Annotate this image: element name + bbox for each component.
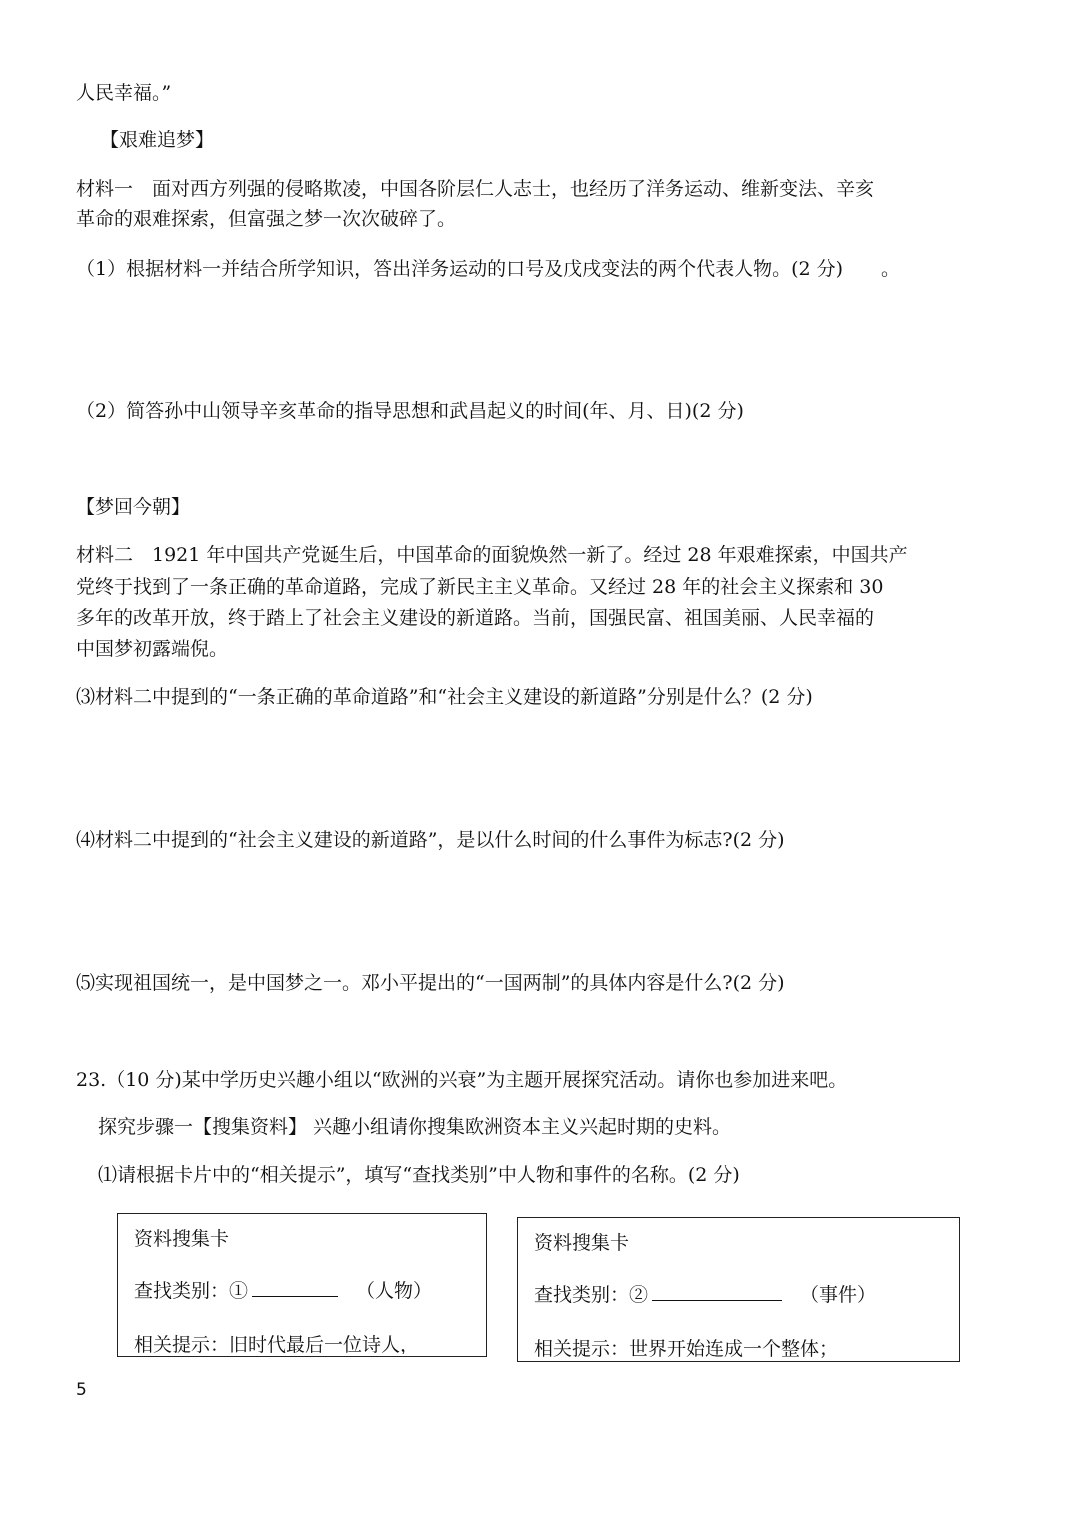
section-heading-struggle: 【艰难追梦】 xyxy=(100,129,215,151)
question-1: （1）根据材料一并结合所学知识，答出洋务运动的口号及戊戌变法的两个代表人物。(2 分) 。 xyxy=(76,258,901,280)
question-23: 23.（10 分)某中学历史兴趣小组以“欧洲的兴衰”为主题开展探究活动。请你也参加进来吧。 xyxy=(76,1069,848,1091)
question-2: （2）简答孙中山领导辛亥革命的指导思想和武昌起义的时间(年、月、日)(2 分) xyxy=(76,400,744,422)
card-title: 资料搜集卡 xyxy=(534,1232,630,1254)
material-two-line-2: 党终于找到了一条正确的革命道路，完成了新民主主义革命。又经过 28 年的社会主义探索和 30 xyxy=(76,576,884,598)
card-category-type: （事件） xyxy=(800,1284,877,1306)
material-two-line-3: 多年的改革开放，终于踏上了社会主义建设的新道路。当前，国强民富、祖国美丽、人民幸福的 xyxy=(76,607,875,629)
question-5: ⑸实现祖国统一，是中国梦之一。邓小平提出的“一国两制”的具体内容是什么?(2 分) xyxy=(76,972,785,994)
card-hint-clip xyxy=(118,1328,486,1354)
question-4: ⑷材料二中提到的“社会主义建设的新道路”，是以什么时间的什么事件为标志?(2 分) xyxy=(76,829,785,851)
fill-blank-1[interactable] xyxy=(252,1278,338,1297)
card-category-label: 查找类别：① xyxy=(134,1280,249,1302)
card-category-label: 查找类别：② xyxy=(534,1284,649,1306)
material-one-line-2: 革命的艰难探索，但富强之梦一次次破碎了。 xyxy=(76,208,457,230)
fill-blank-2[interactable] xyxy=(652,1282,782,1301)
question-23-1: ⑴请根据卡片中的“相关提示”，填写“查找类别”中人物和事件的名称。(2 分) xyxy=(98,1164,740,1186)
page-number: 5 xyxy=(76,1380,87,1400)
info-card-person xyxy=(117,1213,487,1357)
card-hint: 相关提示：世界开始连成一个整体； xyxy=(534,1338,839,1359)
inquiry-step-1: 探究步骤一【搜集资料】 兴趣小组请你搜集欧洲资本主义兴起时期的史料。 xyxy=(98,1116,732,1138)
material-two-line-4: 中国梦初露端倪。 xyxy=(76,638,229,660)
card-category-row xyxy=(134,1278,432,1304)
card-category-row xyxy=(534,1282,876,1308)
text-line-fragment: 人民幸福。” xyxy=(76,82,172,104)
card-title: 资料搜集卡 xyxy=(134,1228,230,1250)
info-card-event xyxy=(517,1217,960,1362)
card-category-type: （人物） xyxy=(356,1280,433,1302)
card-hint-clip xyxy=(518,1332,959,1359)
question-3: ⑶材料二中提到的“一条正确的革命道路”和“社会主义建设的新道路”分别是什么？(2 分) xyxy=(76,686,813,708)
material-two-line-1: 材料二 1921 年中国共产党诞生后，中国革命的面貌焕然一新了。经过 28 年艰难探索，中国共产 xyxy=(76,544,908,566)
material-one-line-1: 材料一 面对西方列强的侵略欺凌，中国各阶层仁人志士，也经历了洋务运动、维新变法、辛亥 xyxy=(76,178,875,200)
card-hint: 相关提示：旧时代最后一位诗人， xyxy=(134,1334,420,1354)
section-heading-today: 【梦回今朝】 xyxy=(76,496,191,518)
